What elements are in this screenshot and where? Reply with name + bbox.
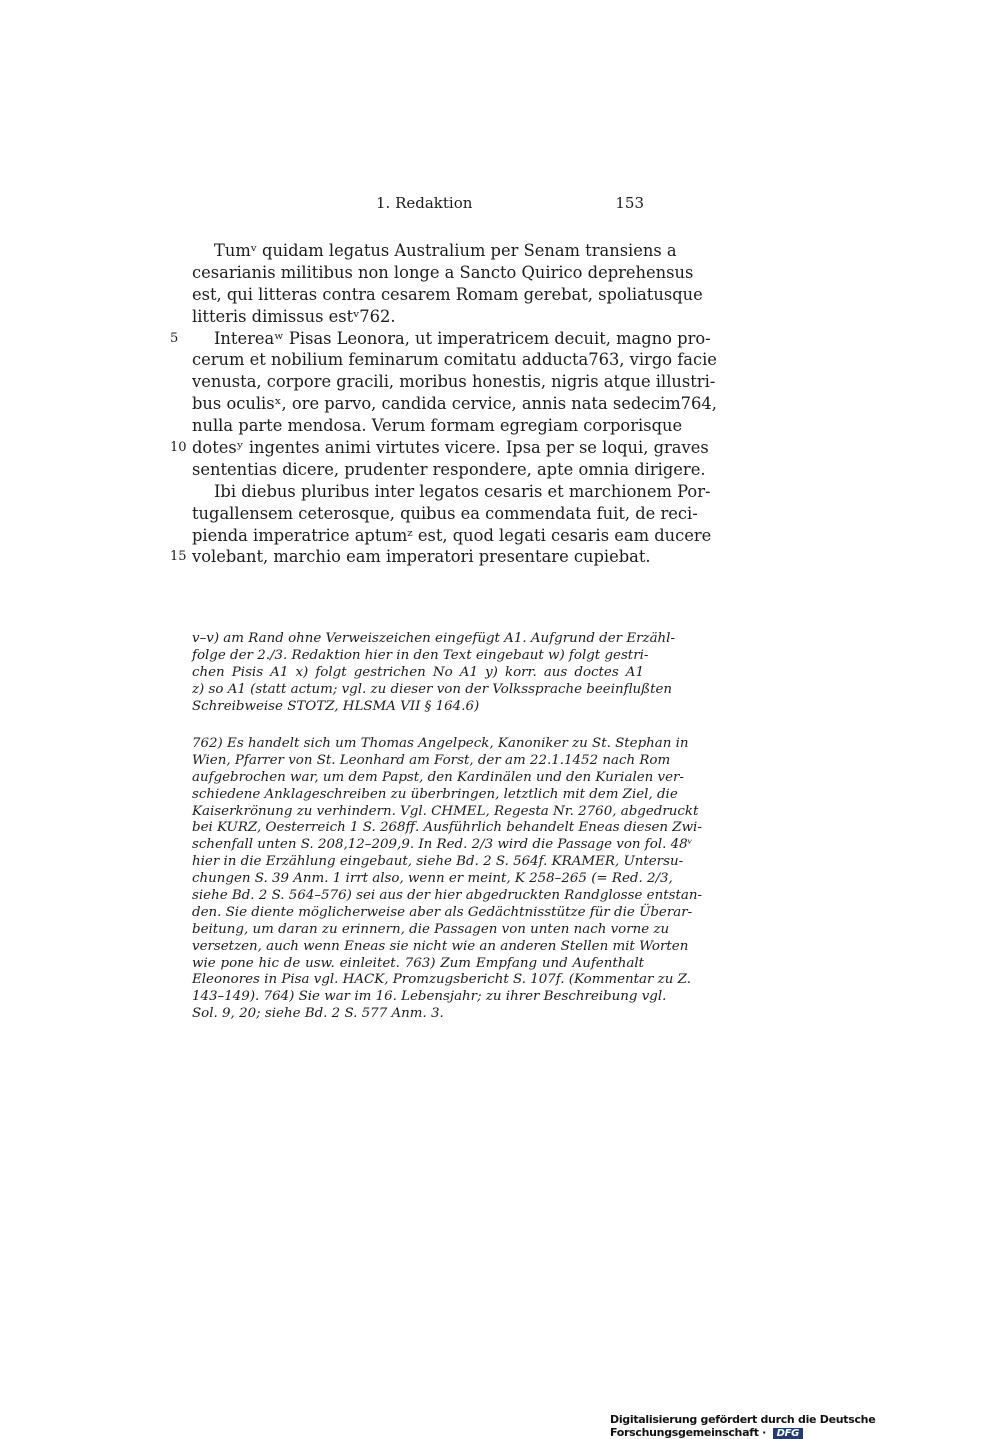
- main-text: [170, 240, 717, 568]
- footnote-line: Sol. 9, 20; siehe Bd. 2 S. 577 Anm. 3.: [192, 1006, 444, 1022]
- footnote-line: schenfall unten S. 208,12–209,9. In Red. 2/3 wird die Passage von fol. 48ᵛ: [192, 837, 693, 853]
- running-header: [192, 194, 644, 214]
- text-line: litteris dimissus estᵛ762.: [192, 306, 396, 326]
- footnote-line: Wien, Pfarrer von St. Leonhard am Forst, der am 22.1.1452 nach Rom: [192, 752, 671, 768]
- footnote-line: beitung, um daran zu erinnern, die Passagen von unten nach vorne zu: [192, 921, 670, 937]
- text-line: nulla parte mendosa. Verum formam egregiam corporisque: [192, 416, 683, 436]
- text-line: Ibi diebus pluribus inter legatos cesaris et marchionem Por-: [214, 481, 711, 501]
- page-number: 153: [615, 194, 644, 212]
- apparatus-line: chen Pisis A1 x) folgt gestrichen No A1 y) korr. aus doctes A1: [192, 664, 644, 680]
- text-line: Tumᵛ quidam legatus Australium per Senam transiens a: [214, 241, 677, 260]
- footnote-line: aufgebrochen war, um dem Papst, den Kardinälen und den Kurialen ver-: [192, 769, 684, 785]
- text-line: pienda imperatrice aptumᶻ est, quod legati cesaris eam ducere: [192, 525, 712, 545]
- apparatus-line: v–v) am Rand ohne Verweiszeichen eingefügt A1. Aufgrund der Erzähl-: [192, 631, 675, 646]
- footnote-line: versetzen, auch wenn Eneas sie nicht wie an anderen Stellen mit Worten: [192, 938, 689, 954]
- footnote-line: wie pone hic de usw. einleitet. 763) Zum Empfang und Aufenthalt: [192, 955, 644, 971]
- text-line: 5 Intereaʷ Pisas Leonora, ut imperatricem decuit, magno pro-: [170, 328, 711, 348]
- apparatus-line: z) so A1 (statt actum; vgl. zu dieser von der Volkssprache beeinflußten: [192, 681, 673, 697]
- text-line: venusta, corpore gracili, moribus honestis, nigris atque illustri-: [192, 372, 716, 392]
- text-line: 15 volebant, marchio eam imperatori presentare cupiebat.: [170, 547, 651, 567]
- footnote-line: hier in die Erzählung eingebaut, siehe Bd. 2 S. 564f. KRAMER, Untersu-: [192, 854, 684, 870]
- apparatus-line: Schreibweise STOTZ, HLSMA VII § 164.6): [192, 698, 480, 714]
- footnote-line: siehe Bd. 2 S. 564–576) sei aus der hier abgedruckten Randglosse entstan-: [192, 888, 702, 904]
- footnote-line: Kaiserkrönung zu verhindern. Vgl. CHMEL, Regesta Nr. 2760, abgedruckt: [192, 803, 699, 819]
- footnote-line: Eleonores in Pisa vgl. HACK, Promzugsbericht S. 107f. (Kommentar zu Z.: [192, 972, 691, 988]
- text-line: est, qui litteras contra cesarem Romam gerebat, spoliatusque: [192, 284, 703, 304]
- dfg-logo: DFG: [773, 1428, 803, 1439]
- line-number: 5: [170, 330, 179, 346]
- footnote-line: 762) Es handelt sich um Thomas Angelpeck, Kanoniker zu St. Stephan in: [192, 736, 689, 751]
- text-line: sententias dicere, prudenter respondere, apte omnia dirigere.: [192, 459, 706, 479]
- footnote-line: bei KURZ, Oesterreich 1 S. 268ff. Ausführlich behandelt Eneas diesen Zwi-: [192, 820, 702, 836]
- text-line: cerum et nobilium feminarum comitatu adducta763, virgo facie: [192, 350, 717, 370]
- text-line: bus oculisˣ, ore parvo, candida cervice, annis nata sedecim764,: [192, 394, 717, 414]
- text-line: tugallensem ceterosque, quibus ea commendata fuit, de reci-: [192, 503, 698, 523]
- text-line: 10 dotesʸ ingentes animi virtutes vicere. Ipsa per se loqui, graves: [170, 438, 709, 458]
- footnote-line: den. Sie diente möglicherweise aber als Gedächtnisstütze für die Überar-: [192, 904, 693, 920]
- running-title: 1. Redaktion: [376, 194, 473, 212]
- line-number: 15: [170, 549, 187, 565]
- footnote-line: chungen S. 39 Anm. 1 irrt also, wenn er meint, K 258–265 (= Red. 2/3,: [192, 871, 673, 887]
- footnote-line: schiedene Anklageschreiben zu überbringen, letztlich mit dem Ziel, die: [192, 786, 678, 802]
- line-number: 10: [170, 440, 187, 456]
- footnotes: [192, 736, 702, 1023]
- footer-text: Digitalisierung gefördert durch die Deutsche Forschungsgemeinschaft ·: [610, 1413, 876, 1439]
- footnote-line: 143–149). 764) Sie war im 16. Lebensjahr; zu ihrer Beschreibung vgl.: [192, 989, 667, 1005]
- critical-apparatus: [192, 631, 675, 715]
- text-line: cesarianis militibus non longe a Sancto Quirico deprehensus: [192, 262, 694, 282]
- dfg-footer: [610, 1413, 1000, 1439]
- apparatus-line: folge der 2./3. Redaktion hier in den Text eingebaut w) folgt gestri-: [192, 647, 649, 663]
